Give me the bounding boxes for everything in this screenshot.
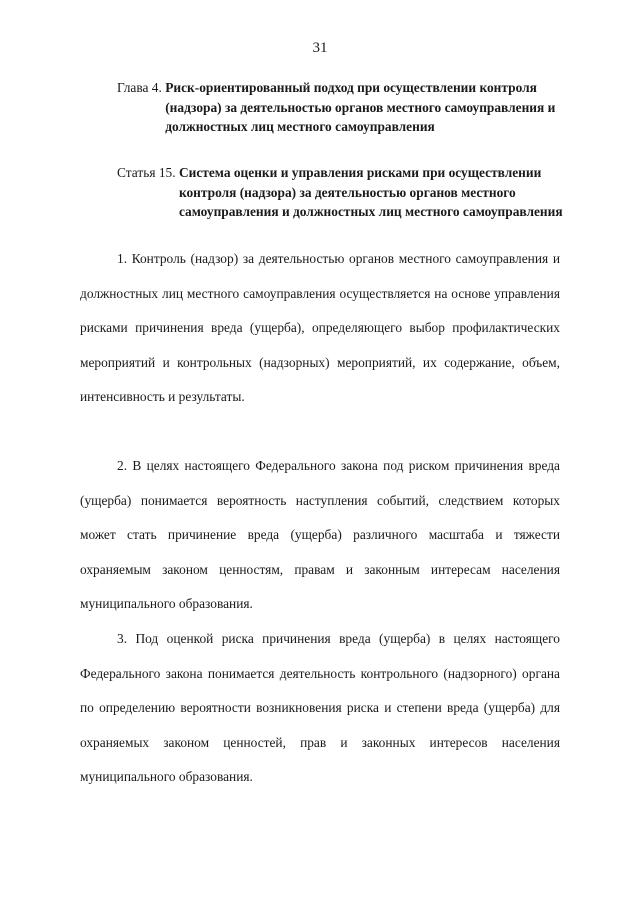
paragraph-2: 2. В целях настоящего Федерального закона под риском причинения вреда (ущерба) понимается вероятность наступления событий, следствием которых может стать причинение вреда (ущерба) различного масштаба и тяжести охраняемым законом ценностям, правам и законным интересам населения муниципального образования. (80, 458, 560, 611)
article-heading (117, 163, 585, 222)
page-number: 31 (312, 40, 328, 56)
chapter-label: Глава 4. (117, 80, 162, 95)
chapter-title: Риск-ориентированный подход при осуществлении контроля (надзора) за деятельностью органов местного самоуправления и должностных лиц местного самоуправления (165, 80, 556, 134)
article-title: Система оценки и управления рисками при осуществлении контроля (надзора) за деятельностью органов местного самоуправления и должностных лиц местного самоуправления (178, 165, 563, 219)
paragraph-3: 3. Под оценкой риска причинения вреда (ущерба) в целях настоящего Федерального закона понимается деятельность контрольного (надзорного) органа по определению вероятности возникновения риска и степени вреда (ущерба) для охраняемых законом ценностей, прав и законных интересов населения муниципального образования. (80, 631, 560, 784)
chapter-heading (117, 78, 587, 137)
paragraph-1: 1. Контроль (надзор) за деятельностью органов местного самоуправления и должностных лиц местного самоуправления осуществляется на основе управления рисками причинения вреда (ущерба), определяющего выбор профилактических мероприятий и контрольных (надзорных) мероприятий, их содержание, объем, интенсивность и результаты. (80, 251, 560, 404)
article-label: Статья 15. (117, 165, 176, 180)
